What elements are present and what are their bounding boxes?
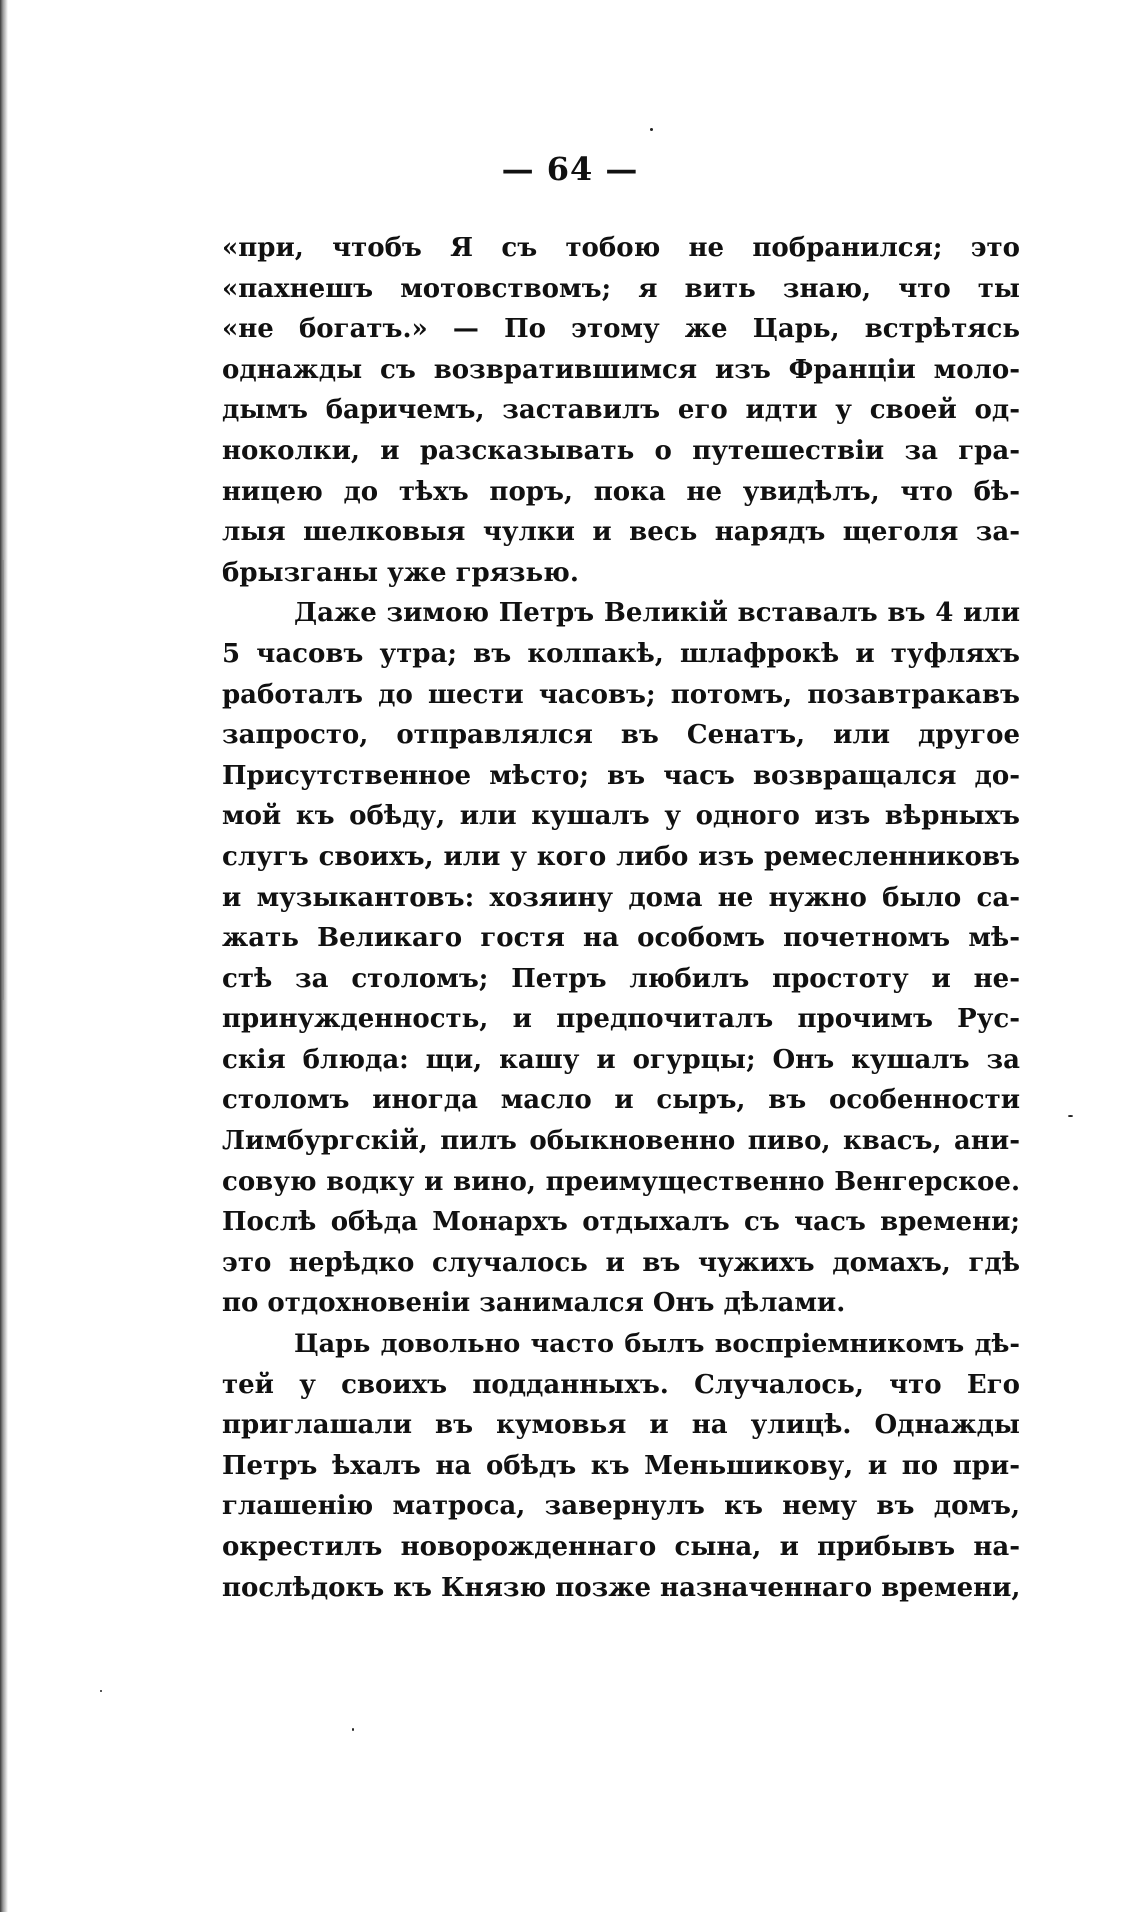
- text-line: совую водку и вино, преимущественно Венгерское.: [222, 1166, 1020, 1197]
- dust-speck: [100, 1690, 102, 1692]
- text-line: однажды съ возвратившимся изъ Франціи моло-: [222, 354, 1020, 385]
- dust-speck: [650, 128, 653, 131]
- dust-speck: [1068, 1115, 1073, 1117]
- text-line: запросто, отправлялся въ Сенатъ, или другое: [222, 720, 1020, 751]
- text-line: Послѣ обѣда Монархъ отдыхалъ съ часъ времени;: [222, 1207, 1020, 1238]
- text-line: стѣ за столомъ; Петръ любилъ простоту и не-: [222, 963, 1020, 994]
- text-line: слугъ своихъ, или у кого либо изъ ремесленниковъ: [222, 841, 1020, 872]
- binding-shadow: [2, 560, 4, 1000]
- text-line: Царь довольно часто былъ воспріемникомъ дѣ-: [294, 1329, 1020, 1360]
- text-line: «пахнешъ мотовствомъ; я вить знаю, что ты: [222, 273, 1020, 304]
- text-line: Даже зимою Петръ Великій вставалъ въ 4 или: [294, 598, 1020, 629]
- text-line: «при, чтобъ Я съ тобою не побранился; это: [222, 233, 1020, 263]
- text-line: скія блюда: щи, кашу и огурцы; Онъ кушалъ за: [222, 1044, 1020, 1075]
- text-line: приглашали въ кумовья и на улицѣ. Однажды: [222, 1410, 1020, 1441]
- text-line: послѣдокъ къ Князю позже назначеннаго времени,: [222, 1572, 1020, 1603]
- text-line: ницею до тѣхъ поръ, пока не увидѣлъ, что бѣ-: [222, 476, 1020, 507]
- text-line: ноколки, и разсказывать о путешествіи за гра-: [222, 435, 1020, 466]
- text-line: «не богатъ.» — По этому же Царь, встрѣтясь: [222, 314, 1020, 345]
- text-line: тей у своихъ подданныхъ. Случалось, что Его: [222, 1369, 1020, 1400]
- text-line: это нерѣдко случалось и въ чужихъ домахъ, гдѣ: [222, 1247, 1020, 1278]
- text-line: принужденность, и предпочиталъ прочимъ Рус-: [222, 1004, 1020, 1035]
- text-line: 5 часовъ утра; въ колпакѣ, шлафрокѣ и туфляхъ: [222, 638, 1020, 669]
- text-line: Петръ ѣхалъ на обѣдъ къ Меньшикову, и по при-: [222, 1450, 1020, 1481]
- text-line: глашенію матроса, завернулъ къ нему въ домъ,: [222, 1491, 1020, 1522]
- text-line: по отдохновеніи занимался Онъ дѣлами.: [222, 1288, 846, 1319]
- text-line: жать Великаго гостя на особомъ почетномъ мѣ-: [222, 923, 1020, 954]
- text-line: лыя шелковыя чулки и весь нарядъ щеголя за-: [222, 517, 1020, 548]
- text-line: дымъ баричемъ, заставилъ его идти у своей од-: [222, 395, 1020, 426]
- dust-speck: [352, 1728, 354, 1731]
- text-line: работалъ до шести часовъ; потомъ, позавтракавъ: [222, 679, 1020, 710]
- text-line: брызганы уже грязью.: [222, 557, 579, 588]
- text-line: Лимбургскій, пилъ обыкновенно пиво, квасъ, ани-: [222, 1126, 1020, 1157]
- text-line: мой къ обѣду, или кушалъ у одного изъ вѣрныхъ: [222, 801, 1020, 832]
- page-number: — 64 —: [501, 150, 639, 188]
- text-line: и музыкантовъ: хозяину дома не нужно было са-: [222, 882, 1020, 913]
- text-line: столомъ иногда масло и сыръ, въ особенности: [222, 1085, 1020, 1116]
- text-line: Присутственное мѣсто; въ часъ возвращался до-: [222, 760, 1020, 791]
- body-text: [222, 228, 1020, 1608]
- text-line: окрестилъ новорожденнаго сына, и прибывъ на-: [222, 1532, 1020, 1562]
